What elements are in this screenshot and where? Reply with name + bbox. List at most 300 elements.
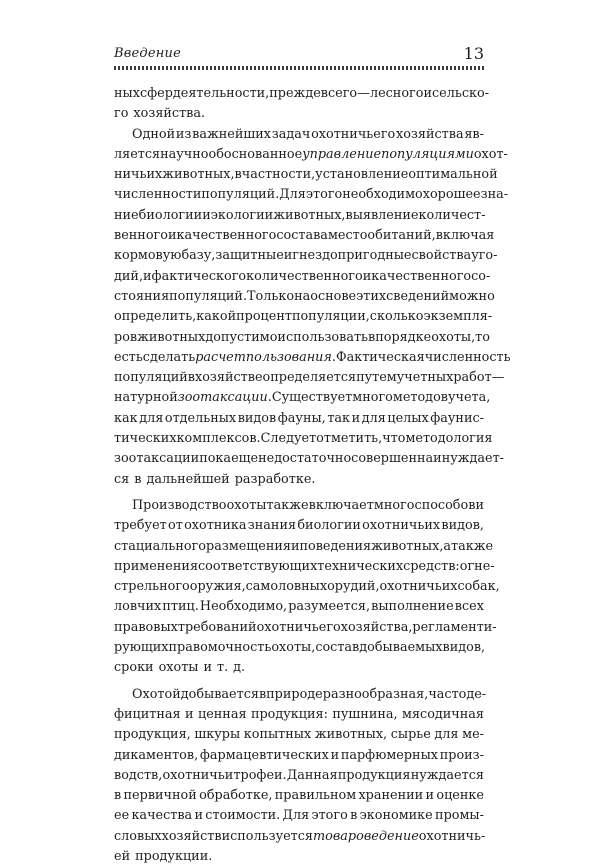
word-part: частности, <box>241 167 316 183</box>
word-part: оценке <box>436 788 484 804</box>
word-part: гнездопригодные <box>292 248 412 264</box>
text-line <box>114 165 498 185</box>
word-part: Существует <box>271 390 353 406</box>
word-part: разнообразная, <box>322 686 429 702</box>
word-part: природе <box>266 686 323 702</box>
word-part: добывается <box>180 686 259 702</box>
word <box>382 429 405 449</box>
word <box>419 206 486 226</box>
word-part: ценная <box>197 706 247 722</box>
word <box>176 125 192 145</box>
word-part: охоты <box>158 660 199 676</box>
word <box>411 766 484 786</box>
text-line <box>114 328 490 348</box>
word <box>114 516 167 536</box>
word-part: этого <box>311 808 348 824</box>
word <box>266 685 323 705</box>
word-part: использовать <box>277 329 369 345</box>
word <box>199 449 231 469</box>
word <box>134 470 141 490</box>
word <box>114 226 168 246</box>
word <box>194 725 240 745</box>
word <box>114 409 138 429</box>
word-part: средств: <box>403 558 460 574</box>
word <box>336 348 425 368</box>
word-part: методология <box>405 431 493 447</box>
word <box>435 806 484 826</box>
word <box>356 287 386 307</box>
word-part: включает <box>308 497 374 513</box>
word <box>248 516 296 536</box>
text-line <box>114 705 484 725</box>
word <box>114 449 199 469</box>
word <box>311 806 347 826</box>
word <box>181 685 259 705</box>
word <box>374 496 415 516</box>
word <box>114 847 130 867</box>
word-part: Фактическая <box>335 349 425 365</box>
word <box>176 226 276 246</box>
word-part: птиц. <box>162 599 199 615</box>
word-part: водств, <box>114 767 163 783</box>
word <box>415 496 476 516</box>
word <box>251 705 328 725</box>
word <box>426 786 435 806</box>
text-line <box>114 557 495 577</box>
word <box>194 806 203 826</box>
word-part: первичной <box>123 788 197 804</box>
word <box>114 746 198 766</box>
word-part: необходимо <box>342 187 423 203</box>
word-part: состав <box>315 640 360 656</box>
text-line <box>114 746 484 766</box>
word-part: собак, <box>457 579 500 595</box>
word-part: стрельного <box>114 579 190 595</box>
word-part: животных, <box>371 538 444 554</box>
word-part: Данная <box>286 767 338 783</box>
word-part: как <box>114 410 138 426</box>
text-line <box>114 348 511 368</box>
word-part: ров <box>114 329 138 345</box>
word <box>160 145 208 165</box>
word-part: пушнина, <box>332 706 398 722</box>
word-part: учета, <box>447 390 491 406</box>
word-part: и <box>290 538 300 554</box>
word <box>246 348 336 368</box>
word <box>273 206 345 226</box>
word <box>371 267 471 287</box>
word <box>114 705 181 725</box>
word <box>114 786 121 806</box>
word <box>114 84 140 104</box>
word-part: разумеется, <box>288 599 371 615</box>
word <box>311 125 395 145</box>
word-part: местообитаний, <box>327 228 436 244</box>
word-part: ничьих <box>114 167 163 183</box>
word-part: произ- <box>439 747 484 763</box>
word <box>443 638 486 658</box>
text-line <box>114 226 495 246</box>
word <box>272 125 311 145</box>
word-part: хозяйства <box>395 126 464 142</box>
word-part: из <box>175 126 192 142</box>
word <box>190 577 246 597</box>
word <box>165 409 236 429</box>
text-line <box>114 537 494 557</box>
word <box>185 705 194 725</box>
word-part: целых <box>387 410 429 426</box>
word <box>342 185 423 205</box>
word-part: используется <box>221 828 314 844</box>
word-part: сведений <box>386 288 450 304</box>
word-part: зна- <box>480 187 509 203</box>
word-part: качества <box>131 808 193 824</box>
word <box>162 165 234 185</box>
word <box>139 206 203 226</box>
word-part: научно <box>160 146 209 162</box>
word-part: в <box>114 788 122 804</box>
word-part: рующих <box>114 640 169 656</box>
word <box>233 766 286 786</box>
word <box>242 165 315 185</box>
word <box>139 409 163 429</box>
word-part: видов <box>237 410 277 426</box>
word <box>114 766 162 786</box>
word <box>215 246 283 266</box>
word-part: трофеи. <box>233 767 287 783</box>
word <box>114 470 129 490</box>
word <box>315 725 387 745</box>
word <box>202 206 211 226</box>
word-part: — <box>357 86 370 101</box>
word-part: обоснованное <box>208 146 303 162</box>
word-part: охотничьего <box>311 126 396 142</box>
word <box>381 145 474 165</box>
word <box>211 206 273 226</box>
word-part: много <box>352 390 393 406</box>
word-part: охоты <box>226 497 267 513</box>
word-part: оружия, <box>189 579 246 595</box>
word-part: и <box>167 228 177 244</box>
word <box>316 429 382 449</box>
word-part: требует <box>114 518 167 534</box>
word <box>247 287 294 307</box>
word <box>371 597 454 617</box>
word-part: животных, <box>314 727 388 743</box>
word-part: фактического <box>151 268 247 284</box>
word <box>442 449 504 469</box>
word-part: недостаточно <box>258 451 352 467</box>
word-part: численности <box>114 187 202 203</box>
word-part: способов <box>414 497 476 513</box>
word <box>375 328 431 348</box>
word <box>453 368 491 388</box>
text-line <box>114 806 484 826</box>
page-header <box>114 44 484 66</box>
word <box>306 185 342 205</box>
text-line <box>114 429 493 449</box>
word <box>124 786 197 806</box>
word <box>360 806 433 826</box>
word <box>436 786 484 806</box>
italic-term: популяциями <box>381 146 474 162</box>
word-part: Для <box>282 808 310 824</box>
word <box>362 409 386 429</box>
word <box>431 328 475 348</box>
word <box>328 226 436 246</box>
word-part: т. <box>217 660 229 676</box>
word <box>345 206 418 226</box>
text-line <box>114 685 487 705</box>
word-part: деятельности, <box>172 86 270 101</box>
word <box>135 847 212 867</box>
word <box>393 388 448 408</box>
word <box>217 658 228 678</box>
word <box>351 449 433 469</box>
word <box>363 267 372 287</box>
word-part: хозяйстве <box>195 370 263 386</box>
word <box>460 557 495 577</box>
word <box>114 125 175 145</box>
word <box>227 496 267 516</box>
word <box>331 746 340 766</box>
word-part: экономике <box>359 808 433 824</box>
text-line <box>114 827 484 847</box>
word-part: орудий, <box>327 579 380 595</box>
page-number: 13 <box>463 44 484 63</box>
word-part: охотника <box>184 518 247 534</box>
word <box>397 368 454 388</box>
word-part: еще <box>231 451 259 467</box>
word-part: свойства <box>411 248 472 264</box>
word <box>327 409 350 429</box>
word <box>246 577 327 597</box>
word <box>114 827 162 847</box>
word <box>315 165 408 185</box>
word-part: ме- <box>462 727 484 743</box>
word-part: учетных <box>396 370 454 386</box>
word-part: Одной <box>132 126 176 142</box>
word <box>350 806 357 826</box>
word-part: пока <box>199 451 232 467</box>
word <box>278 409 326 429</box>
word-part: биологии <box>297 518 361 534</box>
word-part: кормовую <box>114 248 182 264</box>
word-part: что <box>382 431 406 447</box>
text-line <box>114 658 484 678</box>
word <box>114 577 190 597</box>
word <box>114 597 161 617</box>
word-part: то <box>475 329 490 345</box>
word-part: фаунис- <box>430 410 484 426</box>
word <box>299 537 371 557</box>
word-part: — <box>491 370 505 386</box>
word-part: продукция <box>337 767 411 783</box>
word <box>114 206 139 226</box>
word <box>443 537 451 557</box>
word <box>408 165 497 185</box>
word <box>206 537 291 557</box>
word <box>294 287 310 307</box>
word-part: тических <box>114 431 177 447</box>
word <box>114 104 128 124</box>
word <box>359 638 442 658</box>
word <box>310 287 356 307</box>
word <box>352 409 361 429</box>
text-line <box>114 206 484 226</box>
word-part: определить, <box>114 309 197 325</box>
text-line <box>114 388 491 408</box>
word-part: сколько <box>369 309 424 325</box>
word <box>428 685 466 705</box>
word-part: этого <box>305 187 343 203</box>
header-dotted-rule <box>114 66 484 70</box>
word-part: охот- <box>473 146 508 162</box>
word <box>271 638 315 658</box>
word <box>370 84 424 104</box>
word <box>283 806 310 826</box>
word-part: и <box>362 268 372 284</box>
word-part: фауны, <box>277 410 326 426</box>
word <box>235 470 316 490</box>
word-part: и <box>194 808 203 824</box>
word <box>464 125 484 145</box>
text-line <box>114 496 484 516</box>
word <box>275 786 356 806</box>
word-part: и <box>203 660 213 676</box>
word <box>423 185 481 205</box>
word <box>231 449 258 469</box>
word-part: и <box>423 86 432 101</box>
text-line <box>114 618 497 638</box>
word <box>114 388 272 408</box>
word-part: методов <box>392 390 448 406</box>
word <box>114 185 201 205</box>
word <box>114 685 181 705</box>
word <box>405 429 492 449</box>
word-part: словых <box>114 828 162 844</box>
word-part: сырье <box>390 727 431 743</box>
word <box>114 267 143 287</box>
word <box>114 725 191 745</box>
word-part: для <box>434 727 459 743</box>
word <box>332 705 397 725</box>
word-part: животных <box>137 329 206 345</box>
word-part: продукции. <box>135 848 213 864</box>
italic-term: зоотаксации <box>177 390 268 406</box>
word-part: хозяйства. <box>133 106 206 122</box>
word <box>198 705 247 725</box>
word-part: также <box>451 538 494 554</box>
word <box>114 658 154 678</box>
word <box>137 328 205 348</box>
word-part: отметить, <box>316 431 383 447</box>
word-part: для <box>139 410 164 426</box>
word-part: ее <box>114 808 130 824</box>
word <box>362 516 440 536</box>
word-part: популяции, <box>291 309 370 325</box>
word <box>257 618 341 638</box>
word <box>203 658 212 678</box>
word-part: для <box>361 410 386 426</box>
word-part: всех <box>454 599 484 615</box>
word-part: нуждается <box>410 767 484 783</box>
word <box>317 557 403 577</box>
word-part: и <box>433 451 442 467</box>
word <box>279 185 306 205</box>
word-part: де- <box>466 686 487 702</box>
italic-term: расчет <box>195 349 246 365</box>
word-part: сфер <box>139 86 173 101</box>
word <box>178 618 257 638</box>
word-part: количественного <box>246 268 363 284</box>
word <box>114 307 196 327</box>
word <box>352 388 393 408</box>
word-part: применения <box>114 558 199 574</box>
word-part: уго- <box>471 248 498 264</box>
word <box>192 125 271 145</box>
word <box>201 185 279 205</box>
word-part: ей <box>114 848 131 864</box>
word-part: в <box>258 686 267 702</box>
word <box>114 429 177 449</box>
word-part: включая <box>435 228 495 244</box>
word-part: ние <box>114 207 139 223</box>
word <box>114 145 160 165</box>
text-line <box>114 368 505 388</box>
word-part: допустимо <box>205 329 278 345</box>
word <box>284 246 293 266</box>
word-part: охотничьих <box>379 579 458 595</box>
word-part: в <box>187 370 196 386</box>
text-line <box>114 267 491 287</box>
word-part: парфюмерных <box>340 747 438 763</box>
word <box>402 705 484 725</box>
word <box>146 470 229 490</box>
word-part: охотничьи <box>162 767 234 783</box>
word <box>321 84 357 104</box>
text-line <box>114 470 484 490</box>
word-part: яв- <box>464 126 484 142</box>
word-part: хозяйства, <box>340 619 413 635</box>
word <box>412 618 496 638</box>
word-part: Необходимо, <box>199 599 288 615</box>
word-part: совершенна <box>351 451 434 467</box>
word-part: основе <box>310 288 357 304</box>
word <box>471 267 490 287</box>
word <box>114 246 181 266</box>
text-line <box>114 84 490 104</box>
word <box>297 516 361 536</box>
word-part: популяций. <box>201 187 280 203</box>
word <box>258 449 351 469</box>
text-line <box>114 287 495 307</box>
word-part: экземпля- <box>423 309 493 325</box>
word-part: копытных <box>243 727 312 743</box>
word <box>370 307 424 327</box>
word-part: ловчих <box>114 599 162 615</box>
word <box>474 145 508 165</box>
word-part: животных, <box>273 207 346 223</box>
word <box>133 104 205 124</box>
text-line <box>114 766 484 786</box>
word <box>448 388 490 408</box>
word <box>114 496 227 516</box>
word <box>143 348 246 368</box>
word <box>169 638 272 658</box>
word <box>269 84 321 104</box>
italic-term: пользования <box>245 349 332 365</box>
